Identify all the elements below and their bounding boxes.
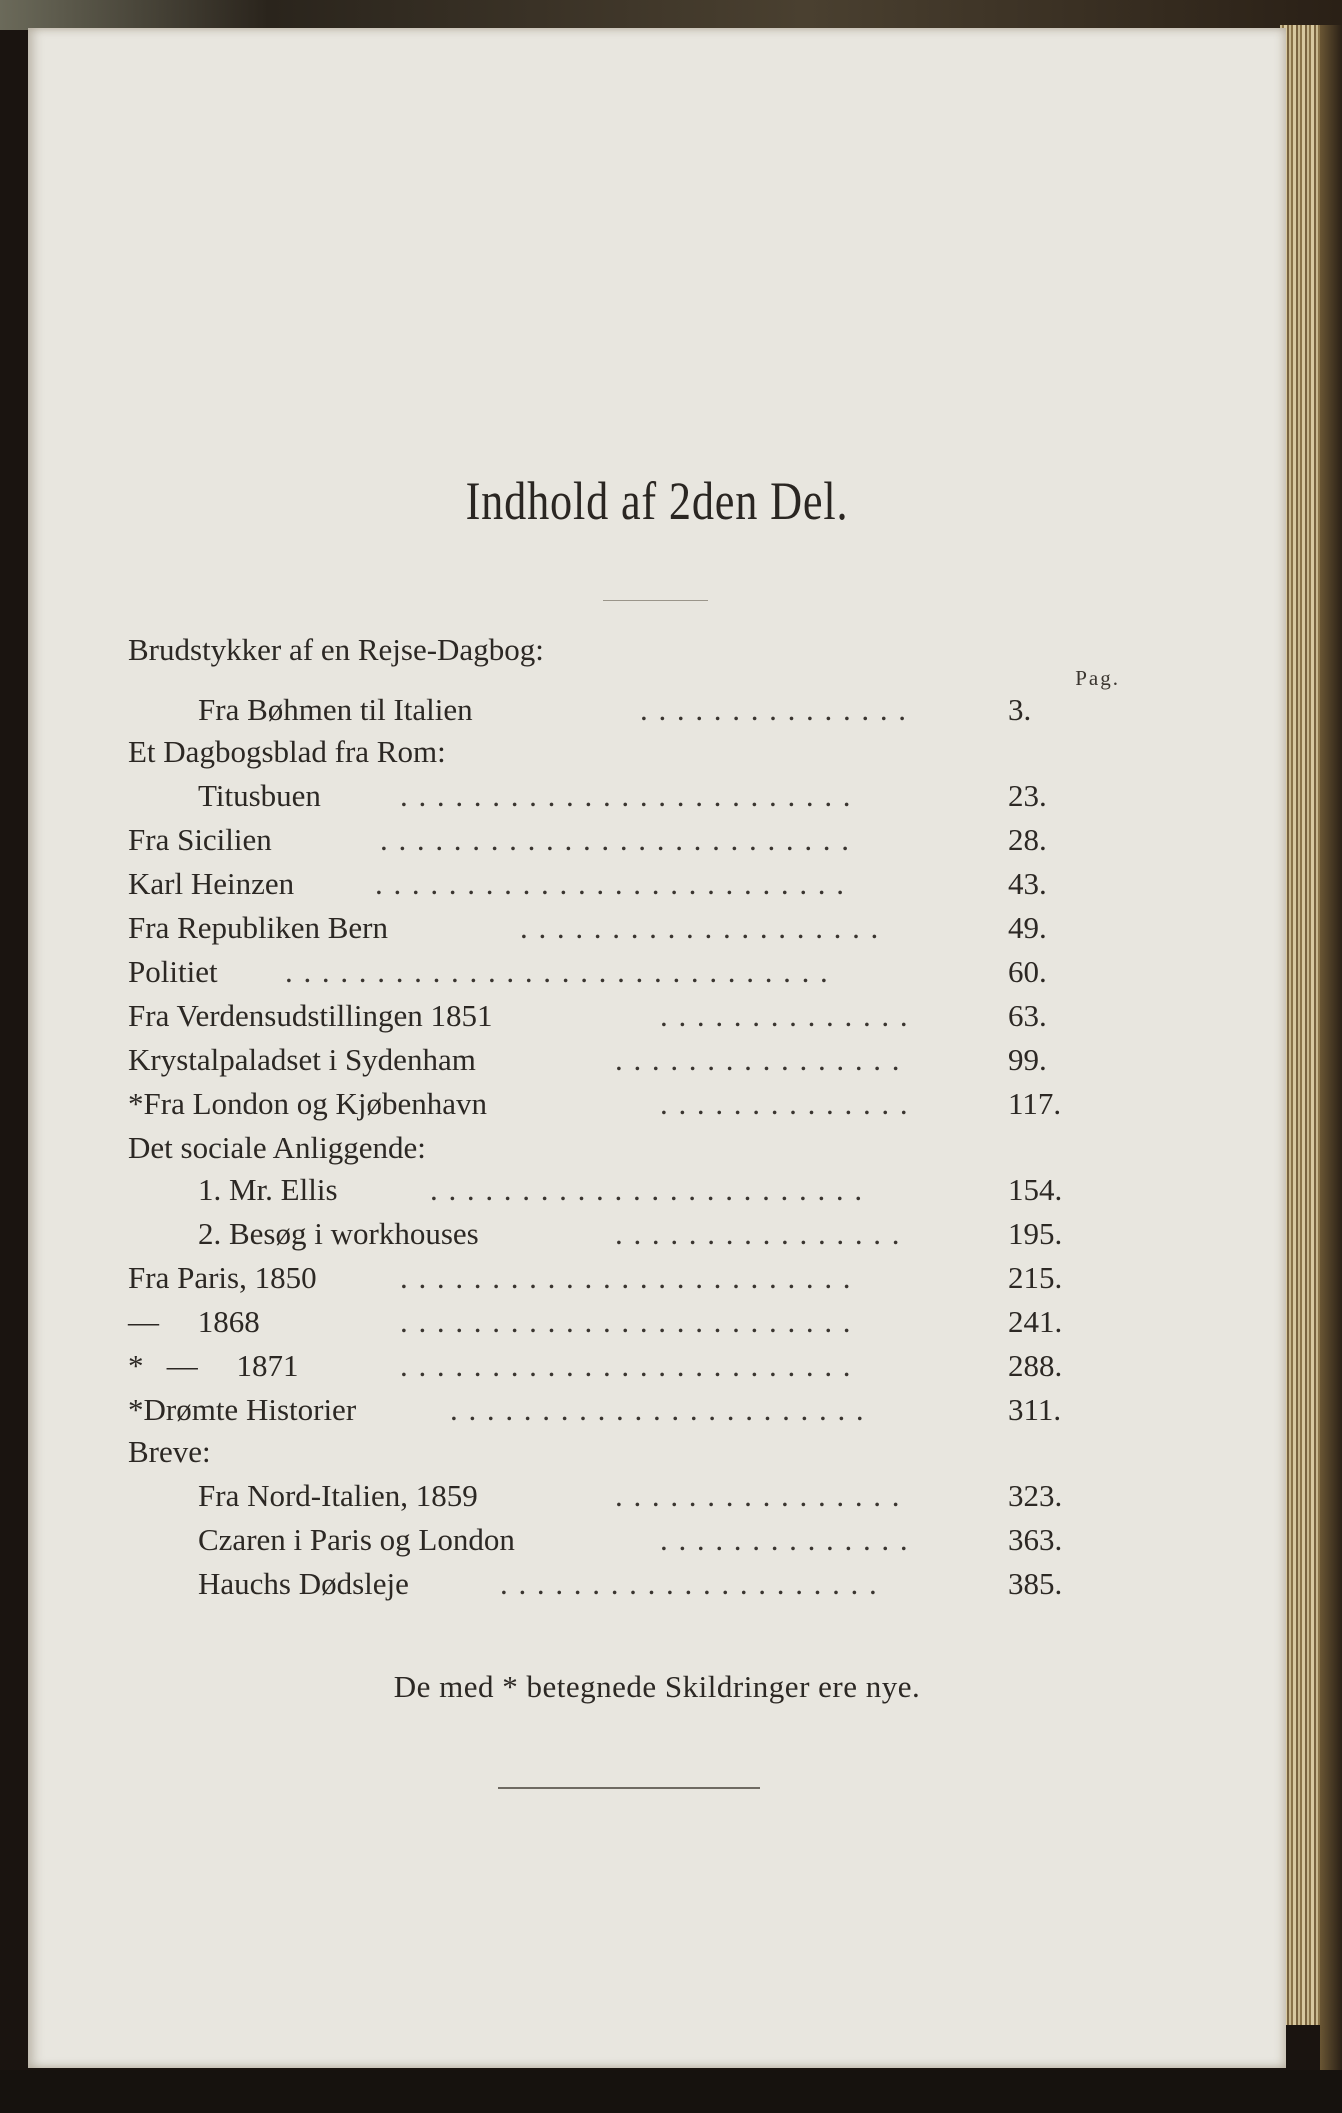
toc-entry bbox=[128, 1258, 1100, 1298]
dot-leader: ....................... bbox=[450, 1392, 875, 1427]
dot-leader: .......................... bbox=[380, 822, 860, 857]
toc-entry-title: 1. Mr. Ellis bbox=[198, 1172, 338, 1207]
toc-entry-title: Et Dagbogsblad fra Rom: bbox=[128, 734, 446, 769]
toc-entry-title: Czaren i Paris og London bbox=[198, 1522, 515, 1557]
dot-leader: ......................... bbox=[400, 1348, 862, 1383]
toc-entry-title: Fra Republiken Bern bbox=[128, 910, 389, 945]
toc-entry bbox=[128, 732, 1100, 772]
toc-entry bbox=[128, 1302, 1100, 1342]
toc-entry bbox=[128, 1432, 1100, 1472]
toc-entry bbox=[198, 1520, 1100, 1560]
toc-page-number: 117. bbox=[1008, 1086, 1062, 1121]
toc-entry-title: *Drømte Historier bbox=[128, 1392, 357, 1427]
toc-page-number: 49. bbox=[1008, 910, 1047, 945]
book-cover-edge bbox=[1320, 25, 1342, 2075]
toc-entry-title: Breve: bbox=[128, 1434, 211, 1469]
toc-entry-title: * — 1871 bbox=[128, 1348, 299, 1383]
toc-entry-title: Fra Sicilien bbox=[128, 822, 272, 857]
toc-page-number: 215. bbox=[1008, 1260, 1063, 1295]
toc-page-number: 385. bbox=[1008, 1566, 1063, 1601]
toc-entry bbox=[198, 1476, 1100, 1516]
dot-leader: .......................... bbox=[375, 866, 855, 901]
toc-page-number: 154. bbox=[1008, 1172, 1063, 1207]
dot-leader: .................... bbox=[520, 910, 889, 945]
toc-entry-title: Politiet bbox=[128, 954, 218, 989]
dot-leader: ........................ bbox=[430, 1172, 873, 1207]
closing-rule bbox=[498, 1787, 760, 1789]
dot-leader: ................ bbox=[615, 1216, 911, 1251]
toc-entry bbox=[128, 1390, 1100, 1430]
toc-page-number: 288. bbox=[1008, 1348, 1063, 1383]
dot-leader: .............................. bbox=[285, 954, 839, 989]
toc-entry bbox=[198, 690, 1100, 730]
toc-entry bbox=[128, 864, 1100, 904]
toc-page-number: 241. bbox=[1008, 1304, 1063, 1339]
toc-entry bbox=[128, 908, 1100, 948]
toc-entry bbox=[128, 1084, 1100, 1124]
dot-leader: .............. bbox=[660, 1086, 919, 1121]
footnote: De med * betegnede Skildringer ere nye. bbox=[393, 1669, 921, 1704]
toc-page-number: 23. bbox=[1008, 778, 1047, 813]
dot-leader: ............... bbox=[640, 692, 917, 727]
toc-page-number: 311. bbox=[1008, 1392, 1062, 1427]
toc-page-number: 63. bbox=[1008, 998, 1047, 1033]
dot-leader: .............. bbox=[660, 998, 919, 1033]
toc-entry-title: Fra Nord-Italien, 1859 bbox=[198, 1478, 478, 1513]
toc-page-number: 195. bbox=[1008, 1216, 1063, 1251]
toc-page-number: 60. bbox=[1008, 954, 1047, 989]
dot-leader: .............. bbox=[660, 1522, 919, 1557]
toc-entry-title: 2. Besøg i workhouses bbox=[198, 1216, 479, 1251]
toc-entry-title: Fra Verdensudstillingen 1851 bbox=[128, 998, 493, 1033]
heading-rule bbox=[603, 600, 708, 601]
toc-entry-title: Fra Bøhmen til Italien bbox=[198, 692, 473, 727]
toc-entry-title: Titusbuen bbox=[198, 778, 321, 813]
book-page bbox=[28, 28, 1286, 2068]
toc-entry-title: Brudstykker af en Rejse-Dagbog: bbox=[128, 632, 544, 667]
toc-page-number: 28. bbox=[1008, 822, 1047, 857]
dot-leader: ......................... bbox=[400, 1260, 862, 1295]
toc-page-number: 43. bbox=[1008, 866, 1047, 901]
toc-page-number: 99. bbox=[1008, 1042, 1047, 1077]
toc-entry bbox=[128, 630, 1100, 670]
toc-entry bbox=[198, 1214, 1100, 1254]
dot-leader: ................ bbox=[615, 1478, 911, 1513]
toc-entry-title: — 1868 bbox=[128, 1304, 260, 1339]
toc-entry-title: *Fra London og Kjøbenhavn bbox=[128, 1086, 488, 1121]
toc-entry bbox=[128, 1128, 1100, 1168]
scan-border-bottom bbox=[0, 2070, 1342, 2113]
toc-entry bbox=[198, 776, 1100, 816]
scan-border-top bbox=[0, 0, 1342, 30]
toc-entry bbox=[128, 996, 1100, 1036]
toc-page-number: 3. bbox=[1008, 692, 1032, 727]
toc-entry-title: Krystalpaladset i Sydenham bbox=[128, 1042, 476, 1077]
toc-entry bbox=[198, 1564, 1100, 1604]
toc-entry-title: Det sociale Anliggende: bbox=[128, 1130, 426, 1165]
toc-entry-title: Hauchs Dødsleje bbox=[198, 1566, 409, 1601]
dot-leader: ................ bbox=[615, 1042, 911, 1077]
dot-leader: ......................... bbox=[400, 1304, 862, 1339]
toc-entry bbox=[128, 952, 1100, 992]
dot-leader: ..................... bbox=[500, 1566, 888, 1601]
page-column-header: Pag. bbox=[1075, 666, 1120, 690]
page-heading: Indhold af 2den Del. bbox=[465, 471, 849, 531]
toc-entry bbox=[128, 820, 1100, 860]
toc-page-number: 323. bbox=[1008, 1478, 1063, 1513]
toc-page-number: 363. bbox=[1008, 1522, 1063, 1557]
toc-entry-title: Karl Heinzen bbox=[128, 866, 295, 901]
toc-entry-title: Fra Paris, 1850 bbox=[128, 1260, 317, 1295]
toc-entry bbox=[128, 1040, 1100, 1080]
toc-entry bbox=[198, 1170, 1100, 1210]
dot-leader: ......................... bbox=[400, 778, 862, 813]
toc-entry bbox=[128, 1346, 1100, 1386]
